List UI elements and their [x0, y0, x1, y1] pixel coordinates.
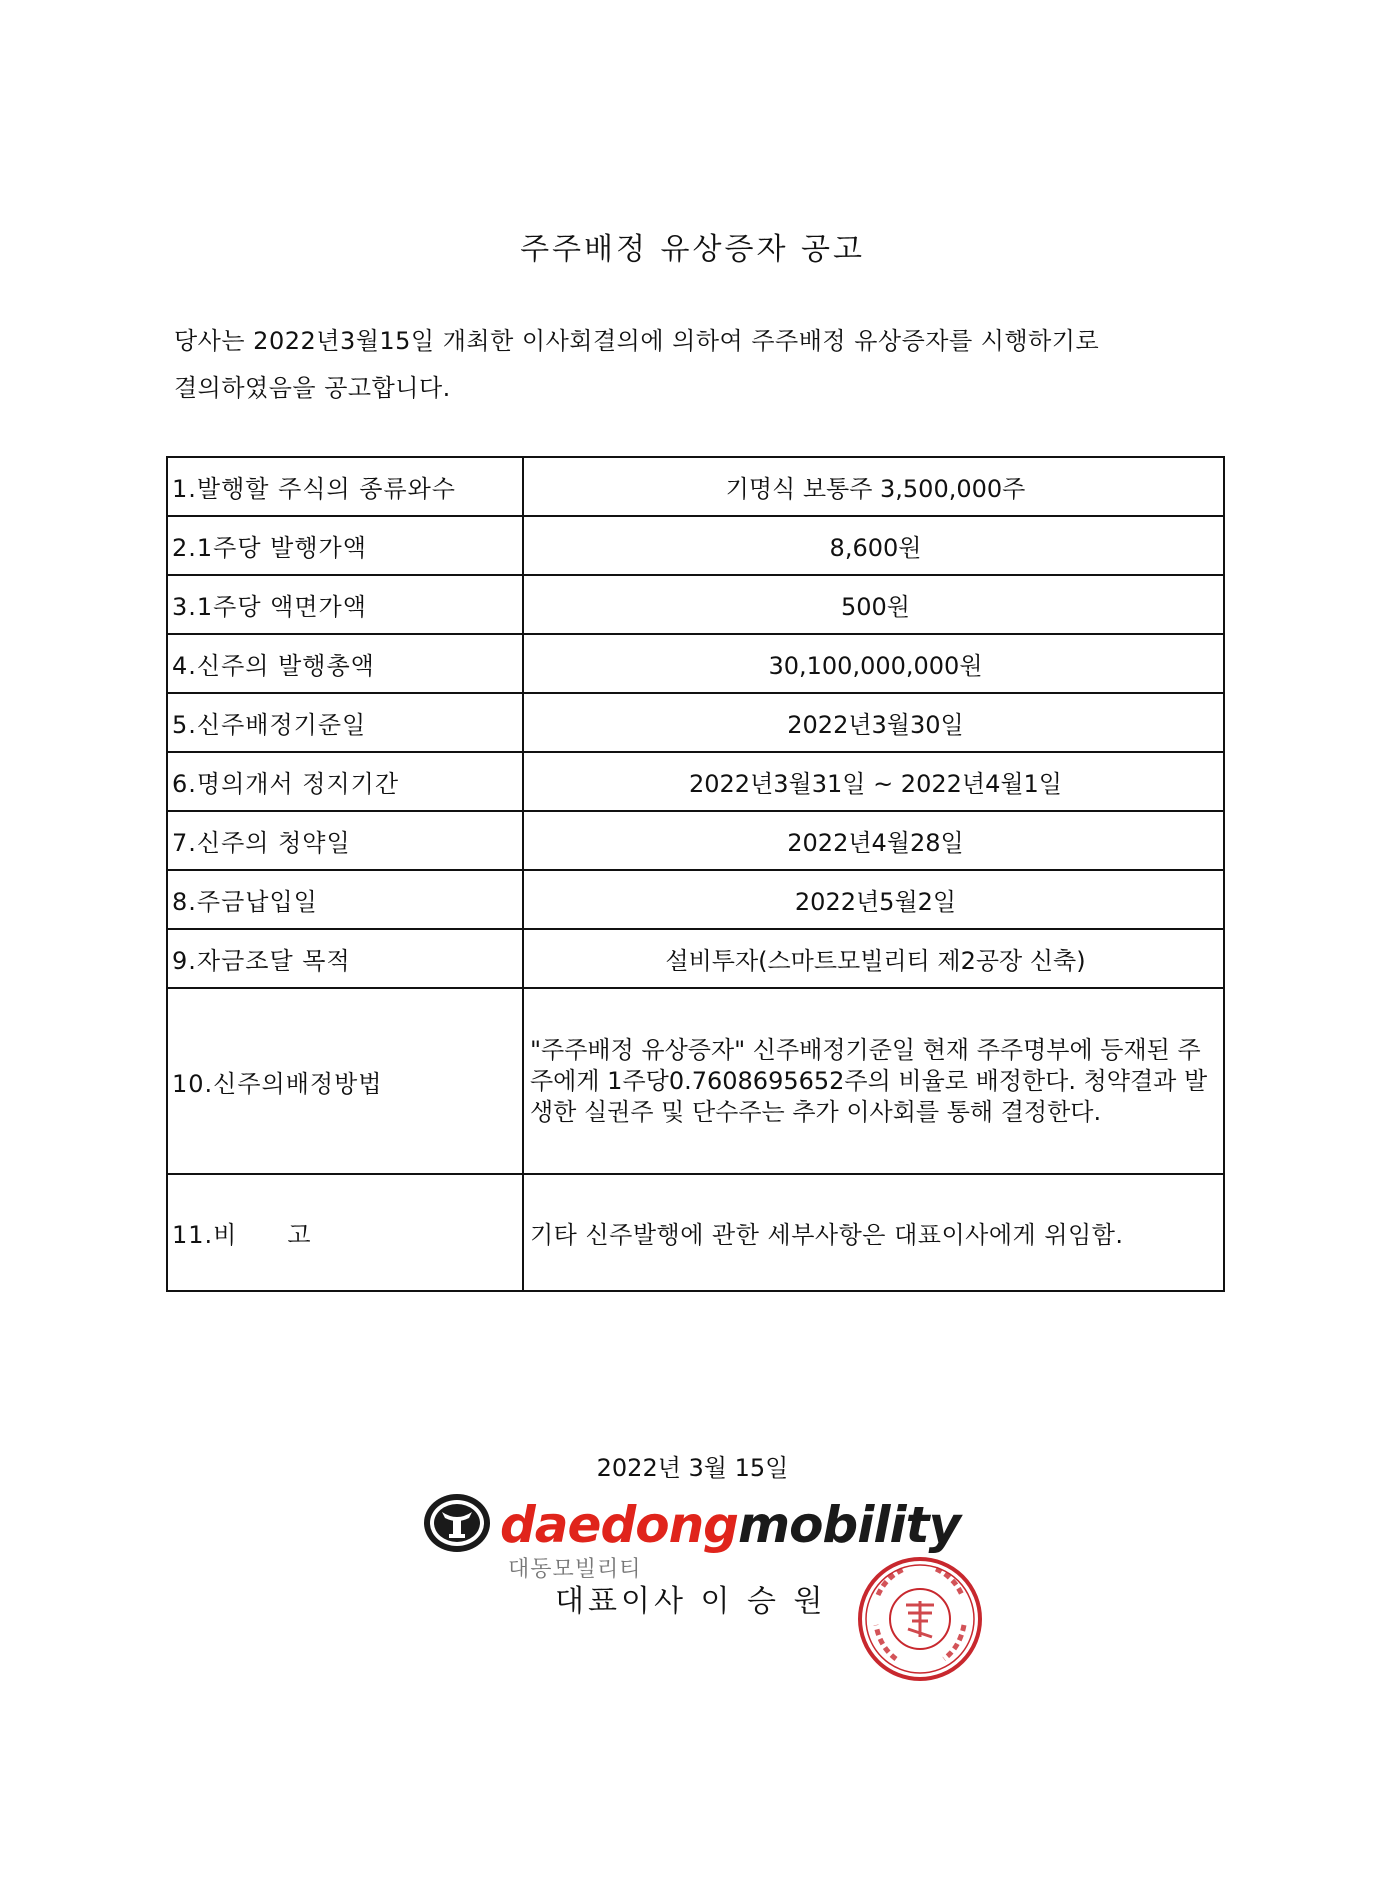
row-value: 2022년4월28일	[523, 811, 1224, 870]
row-label: 6.명의개서 정지기간	[167, 752, 523, 811]
table-row	[167, 811, 1224, 870]
row-value: 2022년3월30일	[523, 693, 1224, 752]
table-row	[167, 575, 1224, 634]
table-row	[167, 1174, 1224, 1291]
row-label: 9.자금조달 목적	[167, 929, 523, 988]
row-label: 10.신주의배정방법	[167, 988, 523, 1174]
row-value: 8,600원	[523, 516, 1224, 575]
intro-line-2: 결의하였음을 공고합니다.	[174, 374, 451, 402]
table-row	[167, 693, 1224, 752]
row-value: 500원	[523, 575, 1224, 634]
bull-emblem-icon	[422, 1492, 492, 1554]
table-row	[167, 516, 1224, 575]
row-value: 2022년5월2일	[523, 870, 1224, 929]
logo-wordmark-red: daedong	[500, 1496, 738, 1554]
intro-paragraph	[174, 318, 1234, 412]
row-label: 5.신주배정기준일	[167, 693, 523, 752]
ceo-signature-line: 대표이사 이 승 원	[555, 1584, 827, 1619]
row-value: 설비투자(스마트모빌리티 제2공장 신축)	[523, 929, 1224, 988]
row-label: 7.신주의 청약일	[167, 811, 523, 870]
row-value: 기명식 보통주 3,500,000주	[523, 457, 1224, 516]
company-seal-icon	[856, 1555, 984, 1683]
row-value: 기타 신주발행에 관한 세부사항은 대표이사에게 위임함.	[523, 1174, 1224, 1291]
logo-wordmark-dark: mobility	[737, 1496, 961, 1554]
row-label: 3.1주당 액면가액	[167, 575, 523, 634]
table-row	[167, 870, 1224, 929]
table-row	[167, 457, 1224, 516]
row-value: 30,100,000,000원	[523, 634, 1224, 693]
row-label: 2.1주당 발행가액	[167, 516, 523, 575]
intro-line-1: 당사는 2022년3월15일 개최한 이사회결의에 의하여 주주배정 유상증자를 시행하기로	[174, 327, 1100, 355]
table-row	[167, 634, 1224, 693]
logo-korean-name: 대동모빌리티	[508, 1557, 642, 1582]
table-row	[167, 988, 1224, 1174]
announcement-date: 2022년 3월 15일	[596, 1454, 789, 1482]
row-value: "주주배정 유상증자" 신주배정기준일 현재 주주명부에 등재된 주주에게 1주당0.7608695652주의 비율로 배정한다. 청약결과 발생한 실권주 및 단수주는 추가 이사회를 통해 결정한다.	[523, 988, 1224, 1174]
row-label: 11.비 고	[167, 1174, 523, 1291]
row-label: 1.발행할 주식의 종류와수	[167, 457, 523, 516]
page-title: 주주배정 유상증자 공고	[520, 232, 865, 267]
row-label: 4.신주의 발행총액	[167, 634, 523, 693]
row-label: 8.주금납입일	[167, 870, 523, 929]
notice-table	[166, 456, 1225, 1292]
logo-wordmark	[500, 1496, 960, 1554]
table-row	[167, 752, 1224, 811]
table-row	[167, 929, 1224, 988]
row-value: 2022년3월31일 ~ 2022년4월1일	[523, 752, 1224, 811]
